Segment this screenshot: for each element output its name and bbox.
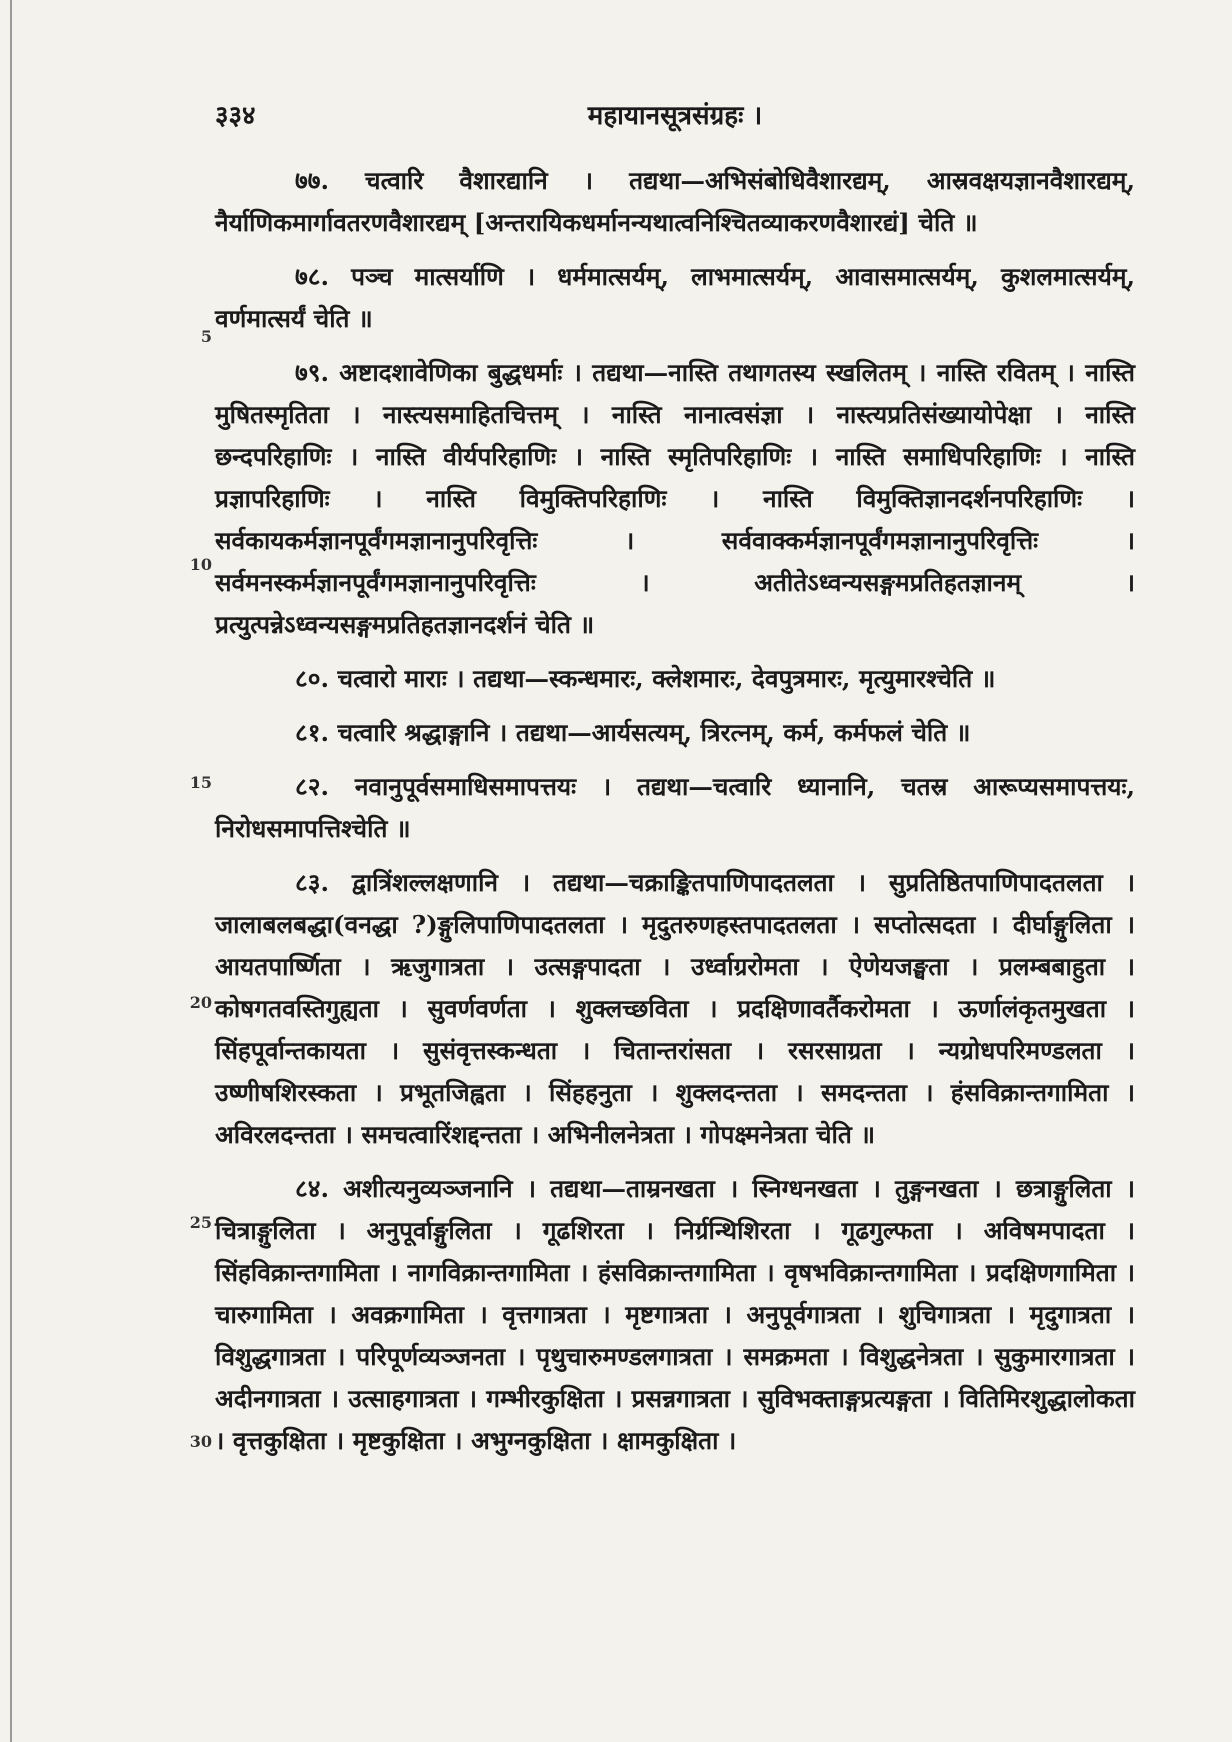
binding-edge-line — [10, 0, 12, 1742]
line-number-15: 15 — [189, 773, 212, 792]
line-number-30: 30 — [189, 1432, 212, 1451]
paragraph-78: ७८. पञ्च मात्सर्याणि । धर्ममात्सर्यम्, लाभमात्सर्यम्, आवासमात्सर्यम्, कुशलमात्सर्यम्, वर्णमात्सर्यं चेति ॥ — [215, 262, 1135, 333]
paragraph-79: ७९. अष्टादशावेणिका बुद्धधर्माः । तद्यथा—नास्ति तथागतस्य स्खलितम् । नास्ति रवितम् । नास्ति मुषितस्मृतिता । नास्त्यसमाहितचित्तम् । नास्ति नानात्वसंज्ञा । नास्त्यप्रतिसंख्यायोपेक्षा । नास्ति छन्दपरिहाणिः । नास्ति वीर्यपरिहाणिः । नास्ति स्मृतिपरिहाणिः । नास्ति समाधिपरिहाणिः । नास्ति प्रज्ञापरिहाणिः । नास्ति विमुक्तिपरिहाणिः । नास्ति विमुक्तिज्ञानदर्शनपरिहाणिः । सर्वकायकर्मज्ञानपूर्वंगमज्ञानानुपरिवृत्तिः । सर्ववाक्कर्मज्ञानपूर्वंगमज्ञानानुपरिवृत्तिः । सर्वमनस्कर्मज्ञानपूर्वंगमज्ञानानुपरिवृत्तिः । अतीतेऽध्वन्यसङ्गमप्रतिहतज्ञानम् । प्रत्युत्पन्नेऽध्वन्यसङ्गमप्रतिहतज्ञानदर्शनं चेति ॥ — [215, 358, 1135, 639]
line-number-10: 10 — [189, 555, 212, 574]
paragraph-80: ८०. चत्वारो माराः । तद्यथा—स्कन्धमारः, क्लेशमारः, देवपुत्रमारः, मृत्युमारश्चेति ॥ — [295, 664, 996, 693]
page-body — [215, 160, 1135, 1474]
line-number-25: 25 — [189, 1213, 212, 1232]
line-number-20: 20 — [189, 993, 212, 1012]
paragraph-83: ८३. द्वात्रिंशल्लक्षणानि । तद्यथा—चक्राङ्कितपाणिपादतलता । सुप्रतिष्ठितपाणिपादतलता । जालाबलबद्धा(वनद्धा ?)ङ्गुलिपाणिपादतलता । मृदुतरुणहस्तपादतलता । सप्तोत्सदता । दीर्घाङ्गुलिता । आयतपार्ष्णिता । ऋजुगात्रता । उत्सङ्गपादता । उर्ध्वाग्ररोमता । ऐणेयजङ्घता । प्रलम्बबाहुता । कोषगतवस्तिगुह्यता । सुवर्णवर्णता । शुक्लच्छविता । प्रदक्षिणावर्तैकरोमता । ऊर्णालंकृतमुखता । सिंहपूर्वान्तकायता । सुसंवृत्तस्कन्धता । चितान्तरांसता । रसरसाग्रता । न्यग्रोधपरिमण्डलता । उष्णीषशिरस्कता । प्रभूतजिह्वता । सिंहहनुता । शुक्लदन्तता । समदन्तता । हंसविक्रान्तगामिता । अविरलदन्तता । समचत्वारिंशद्दन्तता । अभिनीलनेत्रता । गोपक्ष्मनेत्रता चेति ॥ — [215, 868, 1135, 1149]
paragraph-81: ८१. चत्वारि श्रद्धाङ्गानि । तद्यथा—आर्यसत्यम्, त्रिरत्नम्, कर्म, कर्मफलं चेति ॥ — [295, 718, 971, 747]
line-number-5: 5 — [200, 327, 212, 346]
page-header — [215, 96, 1135, 136]
running-title: महायानसूत्रसंग्रहः । — [587, 101, 763, 131]
page-number: ३३४ — [215, 101, 256, 131]
paragraph-77: ७७. चत्वारि वैशारद्यानि । तद्यथा—अभिसंबोधिवैशारद्यम्, आस्रवक्षयज्ञानवैशारद्यम्, नैर्याणिकमार्गावतरणवैशारद्यम् [अन्तरायिकधर्मानन्यथात्वनिश्चितव्याकरणवैशारद्यं] चेति ॥ — [215, 166, 1135, 237]
paragraph-82: ८२. नवानुपूर्वसमाधिसमापत्तयः । तद्यथा—चत्वारि ध्यानानि, चतस्र आरूप्यसमापत्तयः, निरोधसमापत्तिश्चेति ॥ — [215, 772, 1135, 843]
paragraph-84: ८४. अशीत्यनुव्यञ्जनानि । तद्यथा—ताम्रनखता । स्निग्धनखता । तुङ्गनखता । छत्राङ्गुलिता । चित्राङ्गुलिता । अनुपूर्वाङ्गुलिता । गूढशिरता । निर्ग्रन्थिशिरता । गूढगुल्फता । अविषमपादता । सिंहविक्रान्तगामिता । नागविक्रान्तगामिता । हंसविक्रान्तगामिता । वृषभविक्रान्तगामिता । प्रदक्षिणगामिता । चारुगामिता । अवक्रगामिता । वृत्तगात्रता । मृष्टगात्रता । अनुपूर्वगात्रता । शुचिगात्रता । मृदुगात्रता । विशुद्धगात्रता । परिपूर्णव्यञ्जनता । पृथुचारुमण्डलगात्रता । समक्रमता । विशुद्धनेत्रता । सुकुमारगात्रता । अदीनगात्रता । उत्साहगात्रता । गम्भीरकुक्षिता । प्रसन्नगात्रता । सुविभक्ताङ्गप्रत्यङ्गता । वितिमिरशुद्धालोकता । वृत्तकुक्षिता । मृष्टकुक्षिता । अभुग्नकुक्षिता । क्षामकुक्षिता । — [215, 1174, 1135, 1455]
